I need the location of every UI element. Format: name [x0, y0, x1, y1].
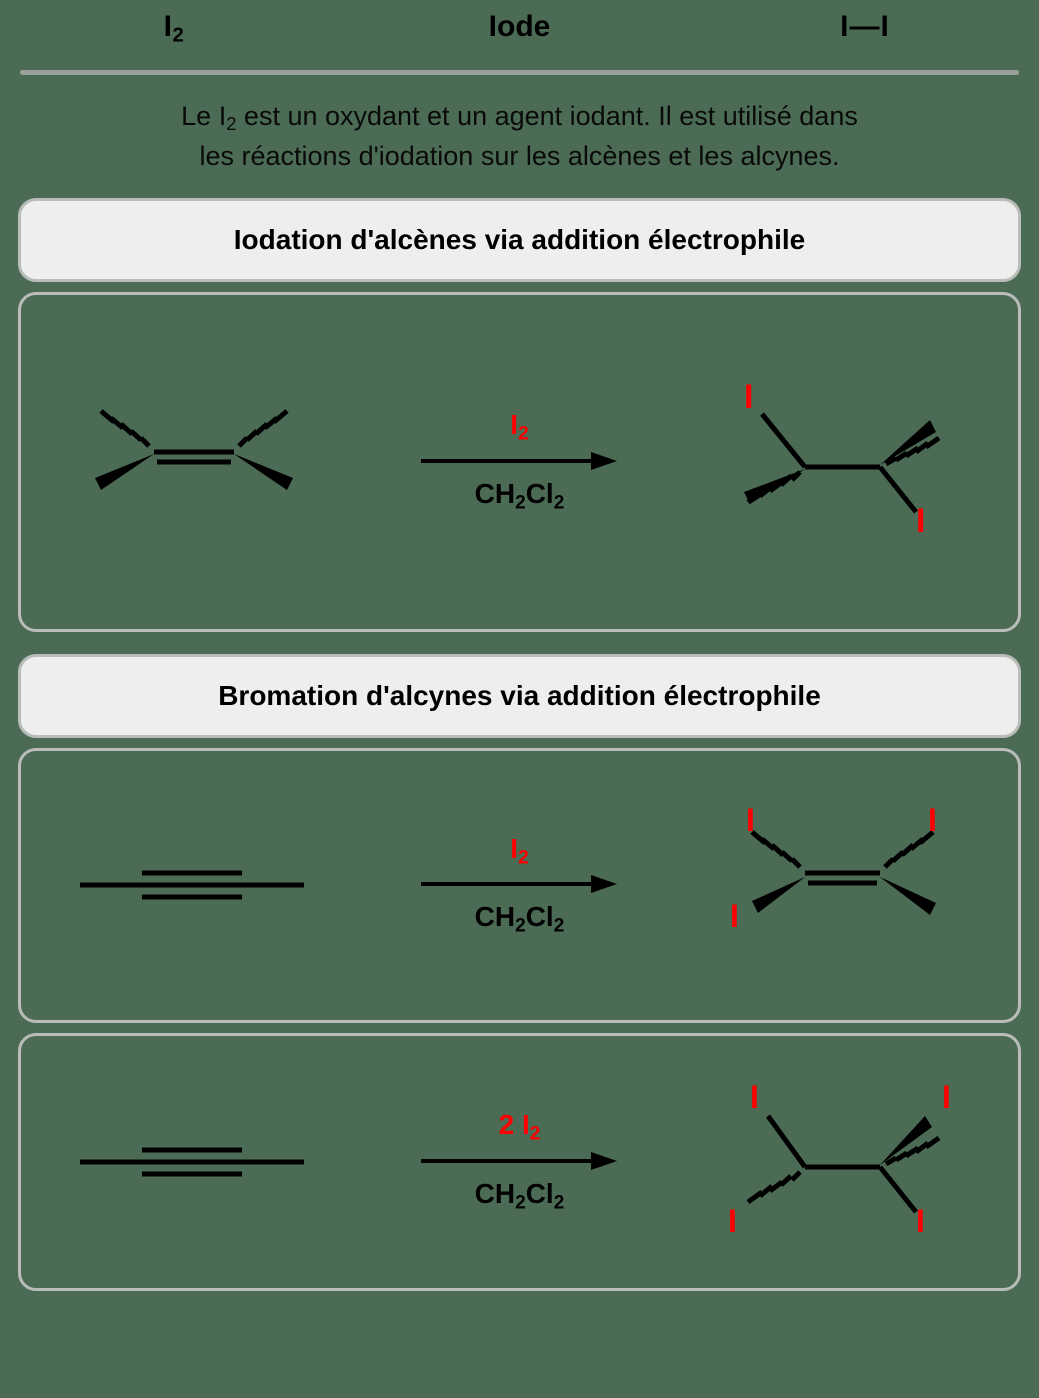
reagent-subscript: 2: [518, 423, 529, 445]
solvent-subscript-2: 2: [553, 491, 565, 513]
reagent-label: [510, 409, 528, 445]
reaction-conditions: [389, 833, 649, 938]
reaction-arrow: [419, 873, 619, 895]
product-structure-diiodoalkene: [695, 805, 995, 965]
halogen-label: I: [746, 805, 756, 839]
halogen-label: I: [928, 805, 938, 839]
reagent-base: I: [521, 1109, 530, 1141]
reaction-panel-alkene-iodination: [18, 292, 1021, 632]
compound-formula-subscript: 2: [172, 24, 185, 47]
reaction-conditions: [389, 409, 649, 514]
compound-description: [30, 97, 1009, 176]
solvent-part-1: CH: [474, 901, 516, 933]
reaction-arrow: [419, 1150, 619, 1172]
section-title: Iodation d'alcènes via addition électrophile: [233, 223, 806, 255]
solvent-label: [475, 1178, 565, 1214]
reaction-arrow: [419, 450, 619, 472]
description-line-2: les réactions d'iodation sur les alcènes et les alcynes.: [199, 141, 840, 172]
compound-formula-base: I: [163, 10, 173, 43]
reaction-panel-alkyne-bis-iodination: [18, 1033, 1021, 1291]
reagent-subscript: 2: [518, 847, 529, 869]
compound-formula: [24, 10, 324, 48]
halogen-label: I: [728, 1202, 738, 1239]
alkyne-skeletal-drawing: [74, 1122, 314, 1202]
halogen-label: I: [750, 1078, 760, 1115]
reagent-coefficient: 2: [498, 1109, 522, 1141]
reaction-row: [21, 751, 1018, 1020]
solvent-subscript-1: 2: [515, 491, 526, 513]
solvent-label: [475, 478, 565, 514]
product-structure-vicinal-diiodide: [695, 372, 995, 552]
section-header-alkyne-iodination: [18, 654, 1021, 738]
solvent-label: [475, 901, 565, 937]
diiodide-skeletal-drawing: [720, 372, 970, 552]
reagent-label: [499, 1109, 541, 1145]
solvent-part-2: Cl: [525, 901, 554, 933]
diiodoalkene-skeletal-drawing: [730, 805, 960, 965]
substrate-structure-alkyne: [44, 845, 344, 925]
compound-header: [0, 0, 1039, 56]
solvent-part-1: CH: [474, 1177, 516, 1209]
description-line-1-b: est un oxydant et un agent iodant. Il est utilisé dans: [236, 101, 858, 131]
solvent-part-2: Cl: [525, 477, 554, 509]
reaction-row: [21, 295, 1018, 629]
reaction-conditions: [389, 1109, 649, 1214]
reagent-subscript: 2: [529, 1123, 541, 1145]
reagent-label: [510, 833, 528, 869]
substrate-structure-alkene: [44, 382, 344, 542]
reaction-row: [21, 1036, 1018, 1288]
description-line-1-a: Le I: [181, 101, 227, 131]
solvent-subscript-1: 2: [515, 915, 526, 937]
compound-structure: I—I: [840, 10, 890, 43]
reaction-panel-alkyne-mono-iodination: [18, 748, 1021, 1023]
halogen-label: I: [942, 1078, 952, 1115]
substrate-structure-alkyne: [44, 1122, 344, 1202]
solvent-subscript-2: 2: [553, 915, 565, 937]
alkene-skeletal-drawing: [79, 382, 309, 542]
section-title: Bromation d'alcynes via addition électrophile: [218, 679, 821, 711]
description-subscript: 2: [226, 113, 237, 135]
reagent-base: I: [510, 832, 519, 864]
alkyne-skeletal-drawing: [74, 845, 314, 925]
halogen-label: I: [730, 898, 740, 935]
halogen-label: I: [916, 501, 926, 540]
solvent-part-2: Cl: [525, 1177, 554, 1209]
compound-name: Iode: [488, 10, 551, 43]
tetraiodide-skeletal-drawing: [720, 1072, 970, 1252]
halogen-label: I: [916, 1202, 926, 1239]
solvent-part-1: CH: [474, 477, 516, 509]
solvent-subscript-2: 2: [553, 1191, 565, 1213]
header-divider: [20, 70, 1019, 75]
reagent-base: I: [510, 409, 519, 441]
section-header-alkene-iodination: [18, 198, 1021, 282]
product-structure-tetraiodoalkane: [695, 1072, 995, 1252]
solvent-subscript-1: 2: [515, 1191, 526, 1213]
halogen-label: I: [744, 377, 754, 416]
